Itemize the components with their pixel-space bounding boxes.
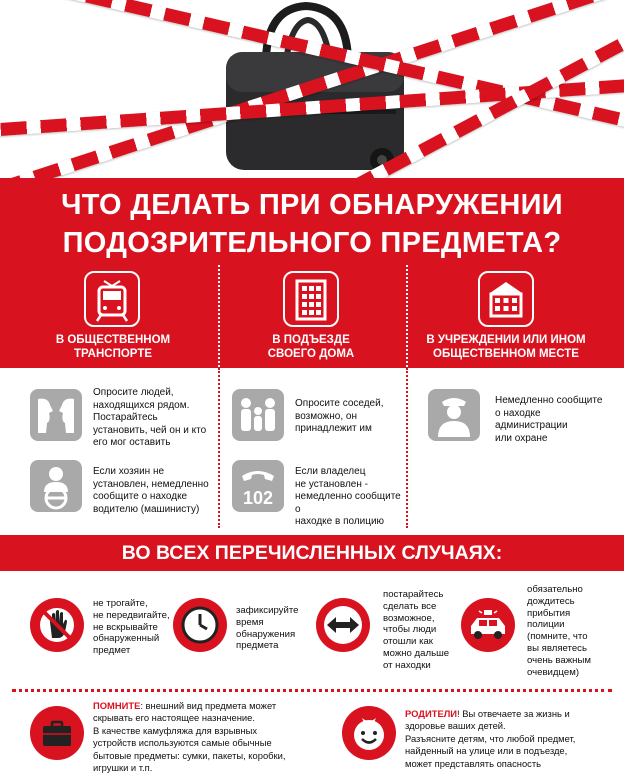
rule-wait-for-police: обязательно дождитесь прибытия полиции (помните, что вы являетесь очень важным очевидцем) [527, 584, 591, 678]
security-guard-icon [428, 389, 480, 441]
move-away-arrows-icon [316, 598, 370, 652]
briefcase-icon [30, 706, 84, 760]
phone-102-icon [232, 460, 284, 512]
title-line-2: ПОДОЗРИТЕЛЬНОГО ПРЕДМЕТА? [62, 227, 562, 259]
category-label-entrance: В ПОДЪЕЗДЕ СВОЕГО ДОМА [267, 334, 355, 360]
no-touch-hand-icon [30, 598, 84, 652]
apartment-building-icon [283, 271, 339, 327]
driver-icon [30, 460, 82, 512]
advice-entrance-police: Если владелец не установлен - немедленно сообщите о находке в полицию [295, 466, 401, 527]
police-car-icon [461, 598, 515, 652]
page-title [0, 186, 624, 262]
institution-building-icon [478, 271, 534, 327]
child-face-icon [342, 706, 396, 760]
phone-number-102: 102 [242, 488, 274, 508]
family-icon [232, 389, 284, 441]
advice-entrance-neighbors: Опросите соседей, возможно, он принадлежит им [295, 398, 384, 434]
advice-transport-ask: Опросите людей, находящихся рядом. Постарайтесь установить, чей он и кто его мог оставить [93, 387, 207, 448]
category-label-transport: В ОБЩЕСТВЕННОМ ТРАНСПОРТЕ [55, 334, 171, 360]
title-line-1: ЧТО ДЕЛАТЬ ПРИ ОБНАРУЖЕНИИ [61, 189, 563, 221]
all-cases-title: ВО ВСЕХ ПЕРЕЧИСЛЕННЫХ СЛУЧАЯХ: [121, 542, 503, 564]
advice-transport-driver: Если хозяин не установлен, немедленно сообщите о находке водителю (машинисту) [93, 466, 209, 515]
note-parents-highlight: РОДИТЕЛИ [405, 708, 458, 719]
rule-record-time: зафиксируйте время обнаружения предмета [236, 605, 299, 652]
category-label-institution: В УЧРЕЖДЕНИИ ИЛИ ИНОМ ОБЩЕСТВЕННОМ МЕСТЕ [426, 334, 586, 360]
rule-move-people-away: постарайтесь сделать все возможное, чтобы люди отошли как можно дальше от находки [383, 589, 450, 671]
note-parents: РОДИТЕЛИ! Вы отвечаете за жизнь и здоровье ваших детей. Разъясните детям, что любой предмет, найденный на улице или в подъезде, может представлять опасность [405, 708, 576, 769]
note-remember: ПОМНИТЕ: внешний вид предмета может скрывать его настоящее назначение. В качестве камуфляжа для взрывных устройств используются самые обычные бытовые предметы: сумки, пакеты, коробки, игрушки и т.п. [93, 700, 286, 774]
clock-icon [173, 598, 227, 652]
two-faces-icon [30, 389, 82, 441]
rule-do-not-touch: не трогайте, не передвигайте, не вскрывайте обнаруженный предмет [93, 598, 170, 657]
note-remember-highlight: ПОМНИТЕ [93, 700, 141, 711]
tram-icon [84, 271, 140, 327]
dotted-separator [12, 689, 612, 692]
panel-divider [218, 368, 220, 528]
header-illustration [0, 0, 624, 178]
advice-institution-report: Немедленно сообщите о находке администрации или охране [495, 395, 603, 444]
